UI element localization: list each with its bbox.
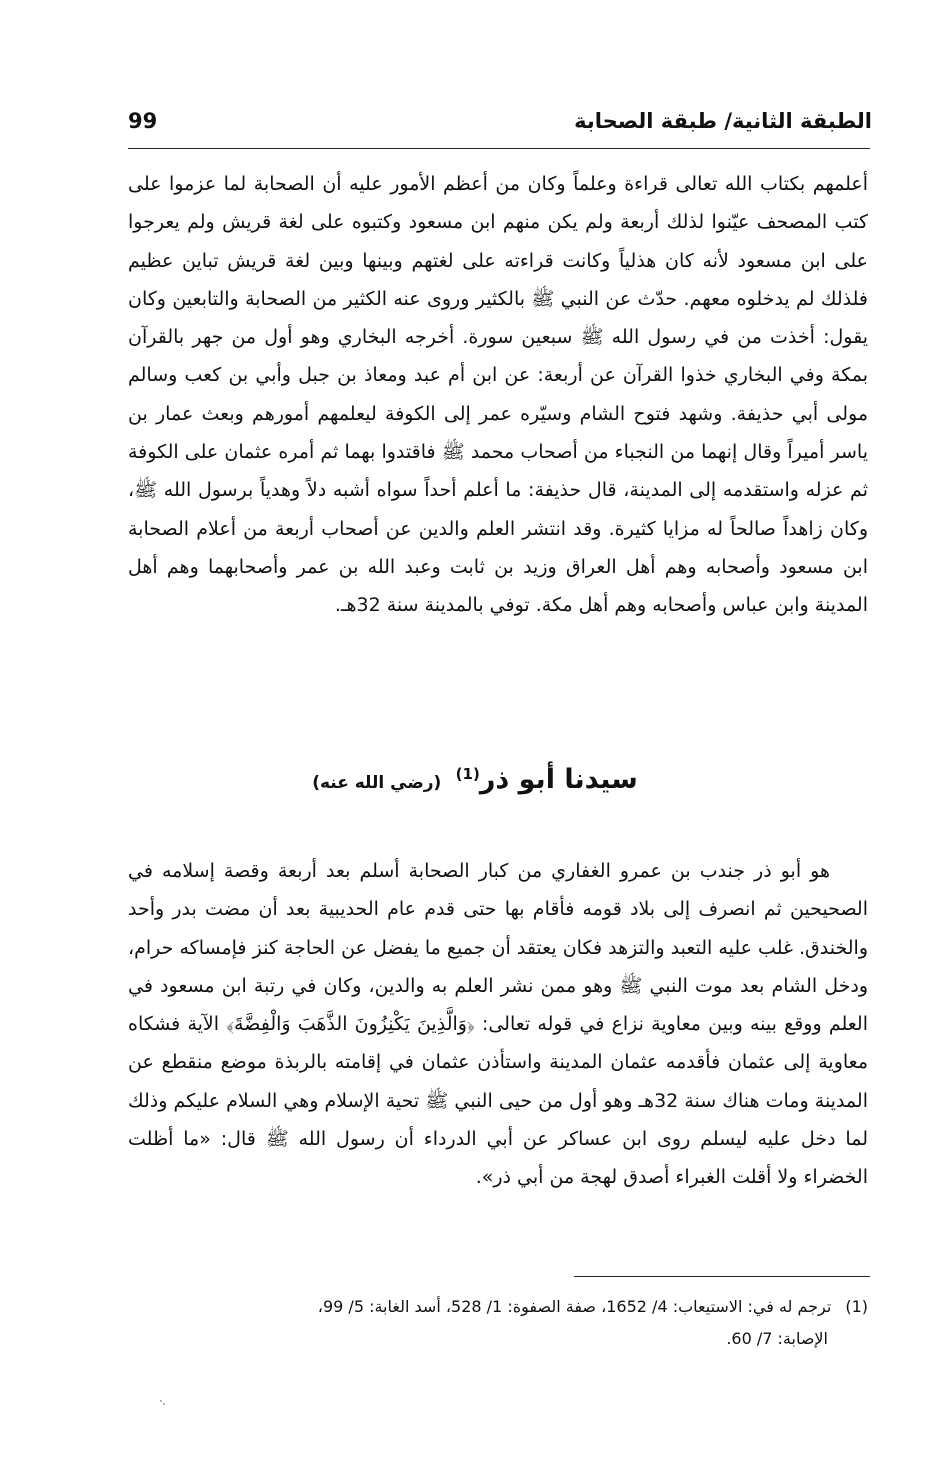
- section-title: سيدنا أبو ذر: [479, 764, 638, 795]
- running-title: الطبقة الثانية/ طبقة الصحابة: [574, 109, 872, 133]
- scan-speck: [163, 1403, 165, 1405]
- footnote: [128, 1291, 868, 1355]
- section-subtitle: (رضي الله عنه): [312, 773, 442, 793]
- paragraph-abu-dharr: هو أبو ذر جندب بن عمرو الغفاري من كبار الصحابة أسلم بعد أربعة وقصة إسلامه في الصحيحين ثم انصرف إلى بلاد قومه فأقام بها حتى قدم عام الحديبية بعد أن مضت بدر وأحد والخندق. غلب عليه التعبد والتزهد فكان يعتقد أن جميع ما يفضل عن الحاجة كنز فإمساكه حرام، ودخل الشام بعد موت النبي ﷺ وهو ممن نشر العلم به والدين، وكان في رتبة ابن مسعود في العلم ووقع بينه وبين معاوية نزاع في قوله تعالى: ﴿وَالَّذِينَ يَكْنِزُونَ الذَّهَبَ وَالْفِضَّةَ﴾ الآية فشكاه معاوية إلى عثمان فأقدمه عثمان المدينة واستأذن عثمان في إقامته بالربذة موضع منقطع عن المدينة ومات هناك سنة 32هـ وهو أول من حيى النبي ﷺ تحية الإسلام وهي السلام عليكم وذلك لما دخل عليه ليسلم روى ابن عساكر عن أبي الدرداء أن رسول الله ﷺ قال: «ما أظلت الخضراء ولا أقلت الغبراء أصدق لهجة من أبي ذر».: [128, 860, 868, 1189]
- header-rule: [128, 148, 870, 149]
- footnote-text-line-2: الإصابة: 7/ 60.: [726, 1329, 828, 1348]
- page-number: 99: [128, 109, 158, 133]
- footnote-text-line-1: ترجم له في: الاستيعاب: 4/ 1652، صفة الصفوة: 1/ 528، أسد الغابة: 5/ 99،: [317, 1297, 832, 1316]
- footnote-reference: (1): [455, 765, 480, 783]
- footnote-rule: [574, 1276, 870, 1277]
- scan-specks: [160, 1400, 166, 1406]
- running-header: [128, 106, 872, 146]
- section-heading: [80, 764, 870, 795]
- paragraph-ibn-masud: أعلمهم بكتاب الله تعالى قراءة وعلماً وكان من أعظم الأمور عليه أن الصحابة لما عزموا على كتب المصحف عيّنوا لذلك أربعة ولم يكن منهم ابن مسعود وكتبوه على لغة قريش ولم يعرجوا على ابن مسعود لأنه كان هذلياً وكانت قراءته على لغتهم وبينها وبين لغة قريش تباين عظيم فلذلك لم يدخلوه معهم. حدّث عن النبي ﷺ بالكثير وروى عنه الكثير من الصحابة والتابعين وكان يقول: أخذت من في رسول الله ﷺ سبعين سورة. أخرجه البخاري وهو أول من جهر بالقرآن بمكة وفي البخاري خذوا القرآن عن أربعة: عن ابن أم عبد ومعاذ بن جبل وأبي بن كعب وسالم مولى أبي حذيفة. وشهد فتوح الشام وسيّره عمر إلى الكوفة ليعلمهم أمورهم وبعث عمار بن ياسر أميراً وقال إنهما من النجباء من أصحاب محمد ﷺ فاقتدوا بهما ثم أمره عثمان على الكوفة ثم عزله واستقدمه إلى المدينة، قال حذيفة: ما أعلم أحداً سواه أشبه دلاً وهدياً برسول الله ﷺ، وكان زاهداً صالحاً له مزايا كثيرة. وقد انتشر العلم والدين عن أصحاب أربعة من أعلام الصحابة ابن مسعود وأصحابه وهم أهل العراق وزيد بن ثابت وعبد الله بن عمر وأصحابهما وهم أهل المدينة وابن عباس وأصحابه وهم أهل مكة. توفي بالمدينة سنة 32هـ.: [128, 173, 868, 617]
- footnote-marker: (1): [845, 1297, 868, 1316]
- scan-speck: [160, 1400, 162, 1402]
